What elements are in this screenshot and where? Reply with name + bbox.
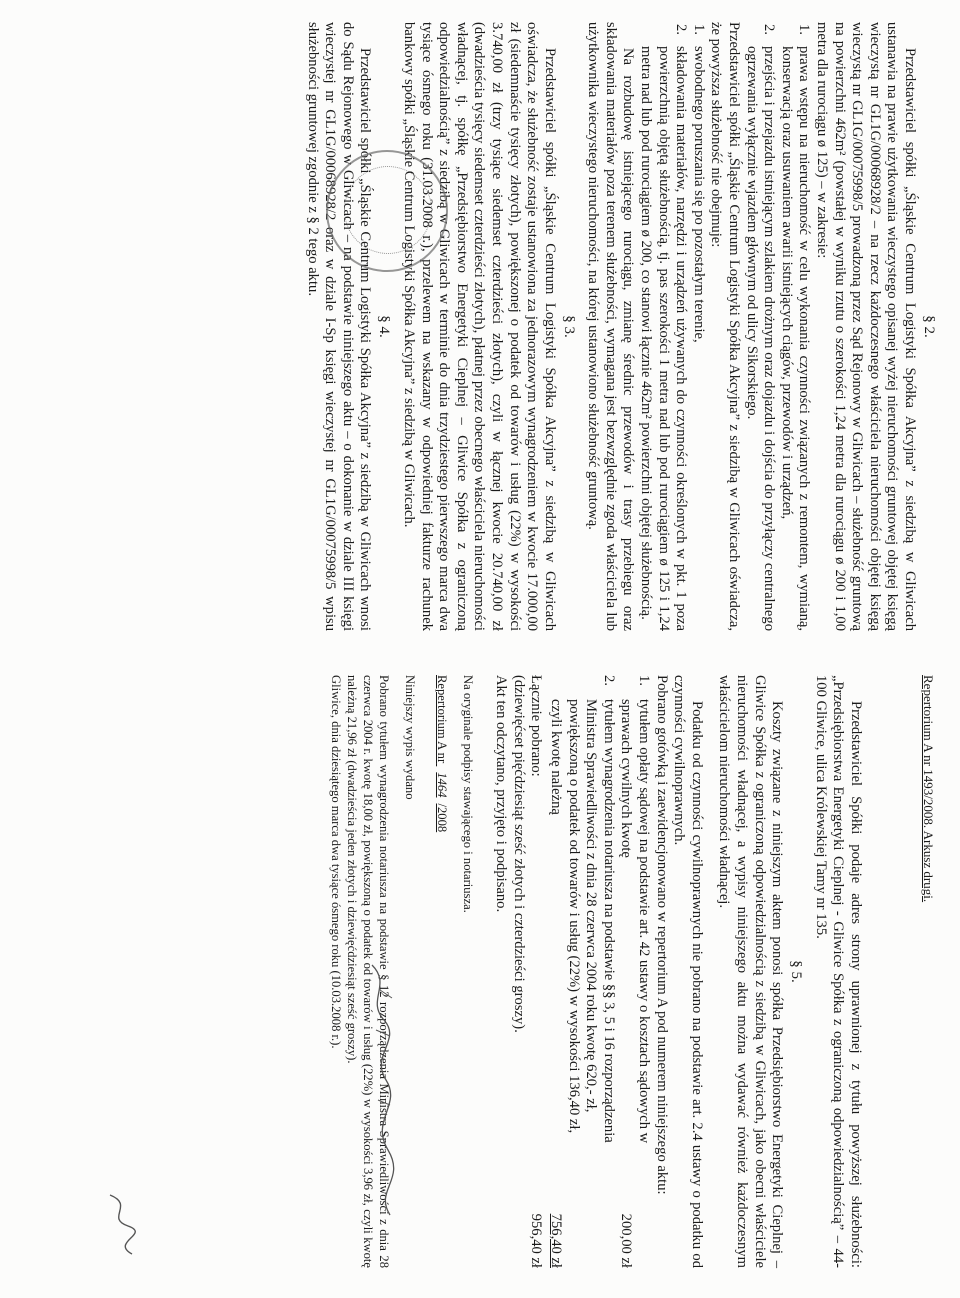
list-item: 1. prawa wstępu na nieruchomość w celu wykonania czynności związanych z remontem, wymianą, konserwacją oraz usuwaniem awarii istniejących ciągów, przewodów i urządzeń, — [778, 24, 813, 631]
section-2-heading: § 2. — [921, 315, 937, 338]
repertorium-number-line: Repertorium A nr 1464/2008 — [434, 675, 449, 833]
fees-table — [527, 675, 652, 1268]
fee-description: tytułem wynagrodzenia notariusza na podstawie §§ 3, 5 i 16 rozporządzenia Ministra Sprawiedliwości z dnia 28 czerwca 2004 roku kwotę 620,- zł, powiększoną o podatek od towarów i usług (22%) w wysokości 136,40 zł, czyli kwotę należną — [548, 699, 617, 1143]
total-label: Łącznie pobrano: — [528, 675, 545, 777]
extract-issued-label: Niniejszy wypis wydano — [402, 675, 417, 800]
closing-line: Akt ten odczytano, przyjęto i podpisano. — [493, 675, 510, 913]
notary-seal-stamp — [326, 150, 448, 272]
section-2-declaration: Przedstawiciel spółki „Śląskie Centrum Logistyki Spółka Akcyjna” z siedzibą w Gliwicach oświadcza, że powyższa służebność nie obejmuje: — [708, 22, 743, 631]
original-signatures-note: Na oryginale podpisy stawającego i notariusza. — [460, 675, 475, 913]
notary-signature-scribble — [100, 1190, 140, 1260]
fee-number: 1. — [636, 675, 653, 686]
section-2-scope-list — [742, 22, 812, 631]
repertorium-handwritten-number: 1464 — [434, 772, 449, 798]
section-5-heading: § 5. — [788, 960, 805, 983]
fee-amount: 200,00 zł — [618, 1213, 635, 1268]
date-line: Gliwice, dnia dziesiątego marca dwa tysiące ósmego roku (10.03.2008 r.). — [328, 675, 343, 1049]
table-row — [547, 675, 617, 1268]
list-item: 2. przejścia i przejazdu istniejącym szlakiem drożnym oraz dojazdu i dojścia do przyłączy centralnego ogrzewania wyłącznie wjazdem głównym od ulicy Sikorskiego. — [743, 24, 778, 631]
table-row — [527, 675, 547, 1268]
section-2-exclusion-list — [637, 22, 707, 631]
section-4-text: Przedstawiciel spółki „Śląskie Centrum Logistyki Spółka Akcyjna” z siedzibą w Gliwicach wnosi do Sądu Rejonowego w Gliwicach – na podstawie niniejszego aktu – o dokonanie w dziale III księgi wieczystej nr GL1G/00068928/2 oraz w dziale I-Sp księgi wieczystej nr GL1G/00075998/5 wpisu służebności gruntowej zgodnie z § 2 tego aktu. — [304, 22, 374, 631]
list-item: 1. swobodnego poruszania się po pozostałym terenie, — [690, 24, 707, 343]
section-3-heading: § 3. — [560, 315, 577, 338]
tax-paragraph: Podatku od czynności cywilnoprawnych nie pobrano na podstawie art. 2.4 ustawy o podatku od czynności cywilnoprawnych. — [671, 675, 705, 1268]
fee-description: tytułem opłaty sądowej na podstawie art. 42 ustawy o kosztach sądowych w sprawach cywilnych kwotę — [618, 699, 653, 1144]
repertorium-header: Repertorium A nr 1493/2008. Arkusz drugi. — [921, 675, 936, 903]
address-paragraph: Przedstawiciel Spółki podaje adres strony uprawnionej z tytułu powyższej służebności: „Przedsiębiorstwa Energetyki Cieplnej - Gliwice Spółka z ograniczoną odpowiedzialnością” – 44-100 Gliwice, ulica Królewskiej Tamy nr 135. — [812, 675, 864, 1268]
section-4-heading: § 4. — [376, 315, 393, 338]
table-row — [617, 675, 652, 1268]
fee-amount: 756,40 zł — [548, 1213, 565, 1268]
list-item: 2. składowania materiałów, narzędzi i urządzeń używanych do czynności określonych w pkt. 1 poza powierzchnią objętą służebnością, tj. pas szerokości 1 metra nad lub pod rurociągiem ø 125 i 1,24 metra nad lub pod rurociągiem ø 200, co stanowi łącznie 462m² powierzchni objętej służebnością. — [638, 24, 690, 631]
right-column — [0, 649, 960, 1298]
total-amount: 956,40 zł — [528, 1213, 545, 1268]
total-in-words: (dziewięćset pięćdziesiąt sześć złotych i czterdzieści groszy). — [510, 675, 527, 1033]
extract-fee-note: Pobrano tytułem wynagrodzenia notariusza na podstawie § 12 rozporządzenia Ministra Sprawiedliwości z dnia 28 czerwca 2004 r. kwotę 18,00 zł, powiększoną o podatek od towarów i usług (22%) w wysokości 3,96 zł, czyli kwotę należną 21,96 zł (dwadzieścia jeden złotych i dziewięćdziesiąt sześć groszy). — [344, 675, 391, 1268]
section-2-intro: Przedstawiciel spółki „Śląskie Centrum Logistyki Spółka Akcyjna” z siedzibą w Gliwicach ustanawia na prawie użytkowania wieczystego opisanej wyżej nieruchomości gruntowej objętej księgą wieczystą nr GL1G/00068928/2 – na rzecz każdoczesnego właściciela nieruchomości objętej księgą wieczystą nr GL1G/00075998/5 prowadzoną przez Sąd Rejonowy w Gliwicach – służebność gruntową na powierzchni 462m² (powstałej w wyniku rzutu o szerokości 1,24 metra dla rurociągu ø 200 i 1,00 metra dla rurociągu ø 125) – w zakresie: — [814, 22, 918, 631]
collected-paragraph: Pobrano gotówką i zaewidencjonowano w repertorium A pod numerem niniejszego aktu: — [653, 675, 670, 1195]
section-3-text: Przedstawiciel spółki „Śląskie Centrum Logistyki Spółka Akcyjna” z siedzibą w Gliwicach oświadcza, że służebność zostaje ustanowiona za jednorazowym wynagrodzeniem w kwocie 17.000,00 zł (siedemnaście tysięcy złotych), powiększonej o podatek od towarów i usług (22%) w wysokości 3.740,00 zł (trzy tysiące siedemset czterdzieści złotych), czyli w łącznej kwocie 20.740,00 zł (dwadzieścia tysięcy siedemset czterdzieści złotych), płatnej przez obecnego właściciela nieruchomości władnącej, tj. spółkę „Przedsiębiorstwo Energetyki Cieplnej – Gliwice Spółka z ograniczoną odpowiedzialnością” z siedzibą w Gliwicach w terminie do dnia trzydziestego pierwszego marca dwa tysiące ósmego roku (31.03.2008 r.), przelewem na wskazany w odpowiedniej fakturze rachunek bankowy spółki „Śląskie Centrum Logistyki Spółka Akcyjna” z siedzibą w Gliwicach. — [400, 22, 558, 631]
fee-number: 2. — [600, 675, 617, 686]
section-5-text: Koszty związane z niniejszym aktem ponosi spółka Przedsiębiorstwo Energetyki Cieplnej – Gliwice Spółka z ograniczoną odpowiedzialnością z siedzibą w Gliwicach, jako obecni właściciele nieruchomości władnącej, a wypisy niniejszego aktu można wydawać również każdoczesnym właścicielom nieruchomości władnącej. — [716, 675, 786, 1268]
section-2-closing: Na rozbudowę istniejącego rurociągu, zmianę średnic przewodów i trasy przebiegu oraz składowania materiałów poza terenem służebności, wymagana jest bezwzględnie zgoda właściciela lub użytkownika wieczystego nieruchomości, na której ustanowiono służebność gruntową. — [585, 22, 637, 631]
handwritten-signature — [360, 960, 400, 1220]
